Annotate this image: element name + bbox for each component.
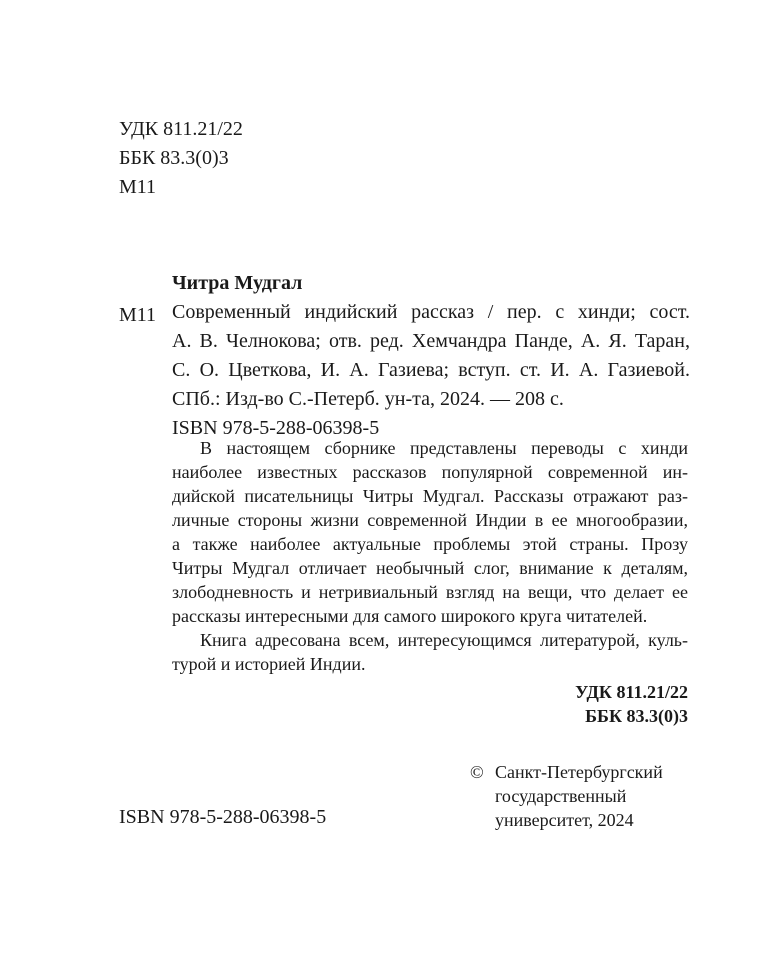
udk-code: УДК 811.21/22 — [119, 118, 243, 140]
bbk-code: ББК 83.3(0)3 — [585, 706, 688, 726]
author-name: Читра Мудгал — [172, 272, 303, 294]
bibliographic-description — [172, 298, 690, 443]
udk-code: УДК 811.21/22 — [575, 682, 688, 702]
annotation-line: злободневность и нетривиальный взгляд на вещи, что делает ее — [172, 582, 688, 602]
isbn: ISBN 978-5-288-06398-5 — [119, 806, 327, 828]
copyright-symbol: © — [470, 762, 484, 782]
annotation-line: турой и историей Индии. — [172, 654, 366, 674]
copyright-line: государственный — [495, 786, 627, 806]
bib-isbn: ISBN 978-5-288-06398-5 — [172, 417, 380, 439]
annotation — [172, 436, 688, 676]
annotation-line: рассказы интересными для самого широкого круга читателей. — [172, 606, 648, 626]
bbk-code: ББК 83.3(0)3 — [119, 147, 229, 169]
copyright-line: Санкт-Петербургский — [495, 762, 663, 782]
annotation-line: наиболее известных рассказов популярной современной ин- — [172, 462, 688, 482]
annotation-line: Читры Мудгал отличает необычный слог, внимание к деталям, — [172, 558, 688, 578]
copyright-line: университет, 2024 — [495, 810, 634, 830]
annotation-line: дийской писательницы Читры Мудгал. Рассказы отражают раз- — [172, 486, 688, 506]
annotation-line: Книга адресована всем, интересующимся литературой, куль- — [200, 630, 688, 650]
annotation-line: а также наиболее актуальные проблемы этой страны. Прозу — [172, 534, 688, 554]
copyright-notice — [470, 760, 663, 832]
annotation-line: личные стороны жизни современной Индии в ее многообразии, — [172, 510, 688, 530]
annotation-line: В настоящем сборнике представлены переводы с хинди — [200, 438, 688, 458]
bib-line: СПб.: Изд-во С.-Петерб. ун-та, 2024. — 208 с. — [172, 388, 564, 410]
classification-codes-bottom — [575, 680, 688, 728]
bib-line: А. В. Челнокова; отв. ред. Хемчандра Панде, А. Я. Таран, — [172, 330, 690, 352]
author-mark: М11 — [119, 176, 157, 198]
record-author-mark: М11 — [119, 304, 157, 326]
bib-line: С. О. Цветкова, И. А. Газиева; вступ. ст. И. А. Газиевой. — [172, 359, 690, 381]
classification-codes-top — [119, 115, 243, 202]
bib-line: Современный индийский рассказ / пер. с хинди; сост. — [172, 301, 690, 323]
